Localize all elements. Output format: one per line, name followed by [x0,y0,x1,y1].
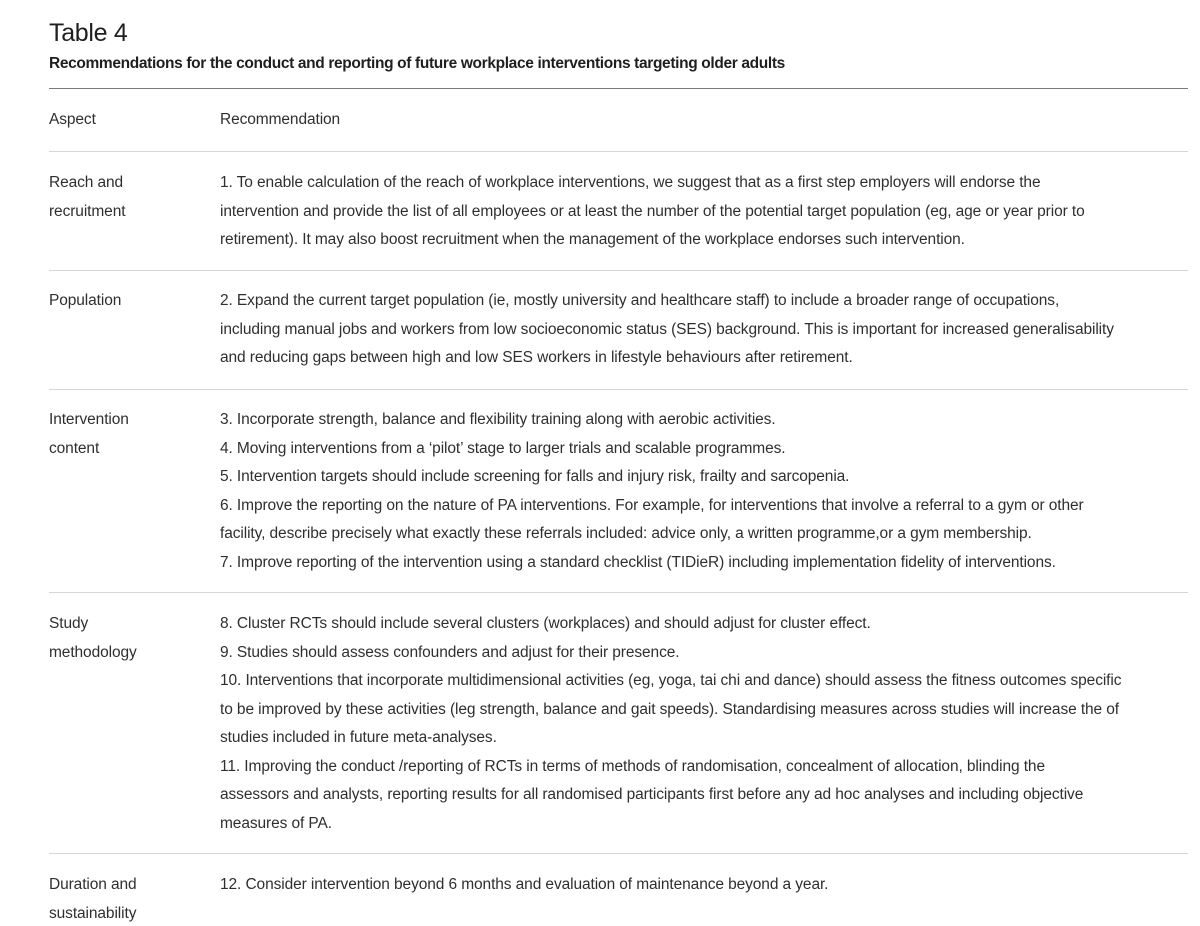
aspect-line: Reach and [49,174,124,191]
row-divider [49,270,1188,271]
recommendation-line: 9. Studies should assess confounders and adjust for their presence. [220,643,680,661]
recommendation-line: studies included in future meta-analyses. [220,729,497,746]
recommendation-study-methodology [220,610,1195,838]
aspect-reach-recruitment [49,169,199,226]
aspect-population [49,287,199,316]
recommendation-line: retirement). It may also boost recruitment when the management of the workplace endorses such intervention. [220,231,965,248]
aspect-line: Duration and [49,876,137,893]
aspect-line: content [49,439,100,457]
recommendation-line: 3. Incorporate strength, balance and flexibility training along with aerobic activities. [220,411,776,428]
recommendation-line: facility, describe precisely what exactly these referrals included: advice only, a written programme,or a gym membership. [220,525,1032,542]
recommendation-reach-recruitment [220,169,1195,255]
row-divider [49,151,1188,152]
aspect-line: Population [49,292,122,309]
recommendation-line: 2. Expand the current target population (ie, mostly university and healthcare staff) to include a broader range of occupations, [220,292,1060,309]
recommendation-duration-sustainability [220,871,1195,900]
recommendation-line: 11. Improving the conduct /reporting of RCTs in terms of methods of randomisation, concealment of allocation, blinding the [220,757,1045,775]
aspect-study-methodology [49,610,199,667]
header-aspect: Aspect [49,111,96,128]
recommendation-line: including manual jobs and workers from low socioeconomic status (SES) background. This is important for increased generalisability [220,320,1114,338]
recommendation-line: 5. Intervention targets should include screening for falls and injury risk, frailty and sarcopenia. [220,468,850,485]
recommendation-line: 10. Interventions that incorporate multidimensional activities (eg, yoga, tai chi and dance) should assess the fitness outcomes specific [220,672,1122,689]
recommendation-population [220,287,1195,373]
row-divider [49,592,1188,593]
table-top-rule [49,88,1188,89]
aspect-line: Intervention [49,411,129,428]
table-title: Table 4 [49,19,128,47]
recommendation-intervention-content [220,406,1195,577]
recommendation-line: 1. To enable calculation of the reach of workplace interventions, we suggest that as a first step employers will endorse the [220,174,1041,191]
recommendation-line: measures of PA. [220,814,332,832]
recommendation-line: 6. Improve the reporting on the nature of PA interventions. For example, for interventions that involve a referral to a gym or other [220,496,1084,514]
aspect-line: Study [49,615,89,632]
aspect-intervention-content [49,406,199,463]
row-divider [49,853,1188,854]
aspect-line: methodology [49,643,137,661]
aspect-duration-sustainability [49,871,199,926]
recommendation-line: assessors and analysts, reporting results for all randomised participants first before any ad hoc analyses and including objective [220,786,1084,803]
aspect-line: recruitment [49,202,126,220]
recommendation-line: 12. Consider intervention beyond 6 months and evaluation of maintenance beyond a year. [220,876,829,893]
table-caption: Recommendations for the conduct and reporting of future workplace interventions targeting older adults [49,55,785,72]
recommendation-line: intervention and provide the list of all employees or at least the number of the potential target population (eg, age or year prior to [220,202,1085,220]
recommendation-line: 7. Improve reporting of the intervention using a standard checklist (TIDieR) including implementation fidelity of interventions. [220,553,1056,571]
row-divider [49,389,1188,390]
recommendation-line: to be improved by these activities (leg strength, balance and gait speeds). Standardising measures across studies will increase the of [220,700,1120,718]
header-recommendation: Recommendation [220,111,341,128]
recommendation-line: 4. Moving interventions from a ‘pilot’ stage to larger trials and scalable programmes. [220,439,786,457]
aspect-line: sustainability [49,904,137,922]
recommendation-line: 8. Cluster RCTs should include several clusters (workplaces) and should adjust for cluster effect. [220,615,871,632]
recommendation-line: and reducing gaps between high and low SES workers in lifestyle behaviours after retirement. [220,349,853,366]
